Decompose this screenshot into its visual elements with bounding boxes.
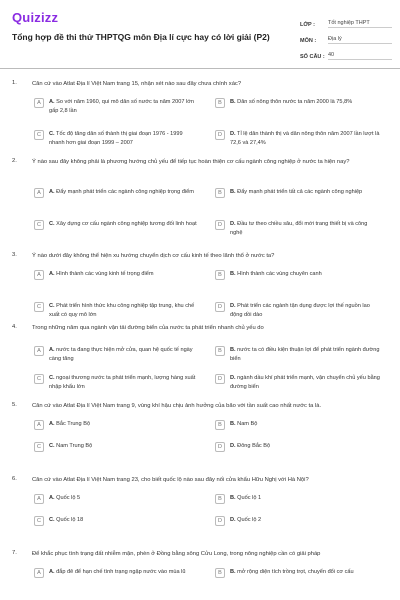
- question-text: Căn cứ vào Atlat Địa lí Việt Nam trang 9, vùng khí hậu chịu ảnh hưởng của bão với tần suất cao nhất nước ta là.: [32, 403, 322, 409]
- option-text: Đẩy mạnh phát triển tất cả các ngành công nghiệp: [237, 189, 363, 195]
- option-text-wrap: [49, 568, 199, 577]
- option-text: Nam Trung Bộ: [56, 443, 93, 449]
- meta-value: 40: [328, 52, 392, 60]
- meta-value: Tốt nghiệp THPT: [328, 20, 392, 28]
- meta-row-subject: [300, 28, 392, 44]
- option-text: mở rộng diện tích trồng trọt, chuyển đổi cơ cấu: [237, 569, 354, 575]
- option-letter: D.: [230, 517, 236, 523]
- option-text: Tốc độ tăng dân số thành thị giai đoạn 1976 - 1999 nhanh hơn giai đoạn 1999 – 2007: [49, 131, 183, 146]
- option-letter: B.: [230, 347, 236, 353]
- question-number: 4.: [12, 324, 17, 330]
- quizizz-logo: Quizizz: [12, 10, 59, 25]
- option-text-wrap: [230, 516, 380, 525]
- option-text-wrap: [49, 420, 199, 429]
- option-letter: D.: [230, 443, 236, 449]
- option-letter-badge: A: [34, 270, 44, 280]
- option-letter: B.: [230, 189, 236, 195]
- meta-row-class: [300, 12, 392, 28]
- option-letter: C.: [49, 131, 55, 137]
- option-text-wrap: [49, 270, 199, 279]
- option-text: Phát triển các ngành tận dụng được lợi thế nguồn lao động dồi dào: [230, 303, 370, 318]
- option-text: nước ta đang thực hiện mở cửa, quan hệ quốc tế ngày càng tăng: [49, 347, 193, 362]
- option-letter: A.: [49, 271, 55, 277]
- option-text-wrap: [49, 188, 199, 197]
- option-text-wrap: [230, 420, 380, 429]
- option-text: Quốc lộ 2: [237, 517, 262, 523]
- option-letter-badge: A: [34, 346, 44, 356]
- option-letter: D.: [230, 303, 236, 309]
- option-letter-badge: B: [215, 346, 225, 356]
- meta-value: Địa lý: [328, 36, 392, 44]
- option-letter: C.: [49, 517, 55, 523]
- option-letter-badge: B: [215, 494, 225, 504]
- option-text-wrap: [230, 188, 380, 197]
- question-number: 5.: [12, 402, 17, 408]
- option-text-wrap: [230, 374, 380, 391]
- option-letter: B.: [230, 495, 236, 501]
- option-letter-badge: D: [215, 220, 225, 230]
- worksheet-meta: [300, 12, 392, 60]
- option-letter-badge: C: [34, 374, 44, 384]
- option-letter-badge: D: [215, 302, 225, 312]
- worksheet-header: [0, 0, 400, 68]
- option-letter-badge: C: [34, 220, 44, 230]
- option-text-wrap: [230, 494, 380, 503]
- question-text: Ý nào dưới đây không thể hiện xu hướng chuyển dịch cơ cấu kinh tế theo lãnh thổ ở nước ta?: [32, 253, 275, 259]
- option-letter: A.: [49, 421, 55, 427]
- option-letter: D.: [230, 375, 236, 381]
- option-text: Xây dựng cơ cấu ngành công nghiệp tương đối linh hoạt: [56, 221, 197, 227]
- meta-label: MÔN :: [300, 38, 317, 44]
- option-text-wrap: [230, 442, 380, 451]
- option-letter: C.: [49, 443, 55, 449]
- option-text: Đầu tư theo chiều sâu, đổi mới trang thiết bị và công nghệ: [230, 221, 368, 236]
- question-text: Căn cứ vào Atlat Địa lí Việt Nam trang 23, cho biết quốc lộ nào sau đây nối cửa khẩu Hữu Nghị với Hà Nội?: [32, 477, 309, 483]
- option-text-wrap: [230, 568, 380, 577]
- option-letter-badge: D: [215, 374, 225, 384]
- option-text: Đẩy mạnh phát triển các ngành công nghiệp trọng điểm: [56, 189, 194, 195]
- option-letter-badge: A: [34, 568, 44, 578]
- question-number: 7.: [12, 550, 17, 556]
- option-letter-badge: B: [215, 568, 225, 578]
- option-text-wrap: [49, 302, 199, 319]
- option-letter-badge: D: [215, 442, 225, 452]
- option-letter-badge: C: [34, 516, 44, 526]
- option-letter: A.: [49, 347, 55, 353]
- option-letter: B.: [230, 421, 236, 427]
- option-text-wrap: [49, 98, 199, 115]
- option-text-wrap: [49, 442, 199, 451]
- worksheet-title: Tổng hợp đề thi thử THPTQG môn Địa lí cực hay có lời giải (P2): [12, 32, 270, 42]
- option-text: nước ta có điều kiện thuận lợi để phát triển ngành đường biển: [230, 347, 380, 362]
- option-text: Nam Bộ: [237, 421, 258, 427]
- question-text: Ý nào sau đây không phải là phương hướng chủ yếu để tiếp tục hoàn thiện cơ cấu ngành công nghiệp ở nước ta hiện nay?: [32, 159, 350, 165]
- option-letter: C.: [49, 303, 55, 309]
- option-letter: A.: [49, 495, 55, 501]
- option-text-wrap: [230, 130, 380, 147]
- option-text-wrap: [230, 98, 380, 107]
- option-text: Quốc lộ 5: [56, 495, 81, 501]
- option-letter: B.: [230, 271, 236, 277]
- option-text: Phát triển hình thức khu công nghiệp tập trung, khu chế xuất có quy mô lớn: [49, 303, 195, 318]
- meta-label: SỐ CÂU :: [300, 54, 325, 60]
- question-text: Trong những năm qua ngành vận tải đường biển của nước ta phát triển nhanh chủ yếu do: [32, 325, 264, 331]
- option-letter: B.: [230, 99, 236, 105]
- option-letter: A.: [49, 189, 55, 195]
- option-letter-badge: A: [34, 98, 44, 108]
- option-letter-badge: B: [215, 270, 225, 280]
- option-letter-badge: D: [215, 130, 225, 140]
- option-letter-badge: A: [34, 188, 44, 198]
- option-text-wrap: [49, 220, 199, 229]
- option-letter: D.: [230, 131, 236, 137]
- option-text-wrap: [49, 494, 199, 503]
- option-text: Tỉ lệ dân thành thị và dân nông thôn năm 2007 lần lượt là 72,6 và 27,4%: [230, 131, 380, 146]
- option-letter: C.: [49, 221, 55, 227]
- option-text: đắp đê để hạn chế tình trạng ngập nước vào mùa lũ: [56, 569, 186, 575]
- meta-label: LỚP :: [300, 22, 315, 28]
- option-text: So với năm 1960, qui mô dân số nước ta năm 2007 lớn gấp 2,8 lần: [49, 99, 195, 114]
- option-text: Quốc lộ 1: [237, 495, 262, 501]
- question-number: 1.: [12, 80, 17, 86]
- question-text: Căn cứ vào Atlat Địa lí Việt Nam trang 15, nhận xét nào sau đây chưa chính xác?: [32, 81, 242, 87]
- question-number: 3.: [12, 252, 17, 258]
- option-text: Dân số nông thôn nước ta năm 2000 là 75,8%: [237, 99, 353, 105]
- question-number: 2.: [12, 158, 17, 164]
- option-text-wrap: [49, 516, 199, 525]
- option-text-wrap: [49, 346, 199, 363]
- option-letter-badge: B: [215, 98, 225, 108]
- option-letter: C.: [49, 375, 55, 381]
- option-text: Quốc lộ 18: [56, 517, 84, 523]
- option-letter: A.: [49, 569, 55, 575]
- option-text-wrap: [230, 220, 380, 237]
- option-letter-badge: D: [215, 516, 225, 526]
- option-text: Hình thành các vùng chuyên canh: [237, 271, 322, 277]
- option-letter-badge: C: [34, 130, 44, 140]
- option-letter-badge: B: [215, 420, 225, 430]
- option-text-wrap: [230, 270, 380, 279]
- meta-row-count: [300, 44, 392, 60]
- option-letter: D.: [230, 221, 236, 227]
- option-letter: B.: [230, 569, 236, 575]
- option-letter-badge: C: [34, 302, 44, 312]
- option-letter-badge: A: [34, 420, 44, 430]
- header-divider: [0, 68, 400, 69]
- option-text: Hình thành các vùng kinh tế trọng điểm: [56, 271, 154, 277]
- option-text-wrap: [230, 302, 380, 319]
- question-text: Để khắc phục tình trạng đất nhiễm mặn, phèn ở Đồng bằng sông Cửu Long, trong nông nghiệp cần có giải pháp: [32, 551, 321, 557]
- option-letter: A.: [49, 99, 55, 105]
- option-text: Đông Bắc Bộ: [237, 443, 271, 449]
- option-text-wrap: [49, 374, 199, 391]
- option-text-wrap: [49, 130, 199, 147]
- option-letter-badge: B: [215, 188, 225, 198]
- option-letter-badge: A: [34, 494, 44, 504]
- option-text: Bắc Trung Bộ: [56, 421, 91, 427]
- option-text: ngoại thương nước ta phát triển mạnh, lượng hàng xuất nhập khẩu lớn: [49, 375, 196, 390]
- option-text-wrap: [230, 346, 380, 363]
- option-text: ngành dầu khí phát triển mạnh, vận chuyển chủ yếu bằng đường biển: [230, 375, 380, 390]
- question-number: 6.: [12, 476, 17, 482]
- option-letter-badge: C: [34, 442, 44, 452]
